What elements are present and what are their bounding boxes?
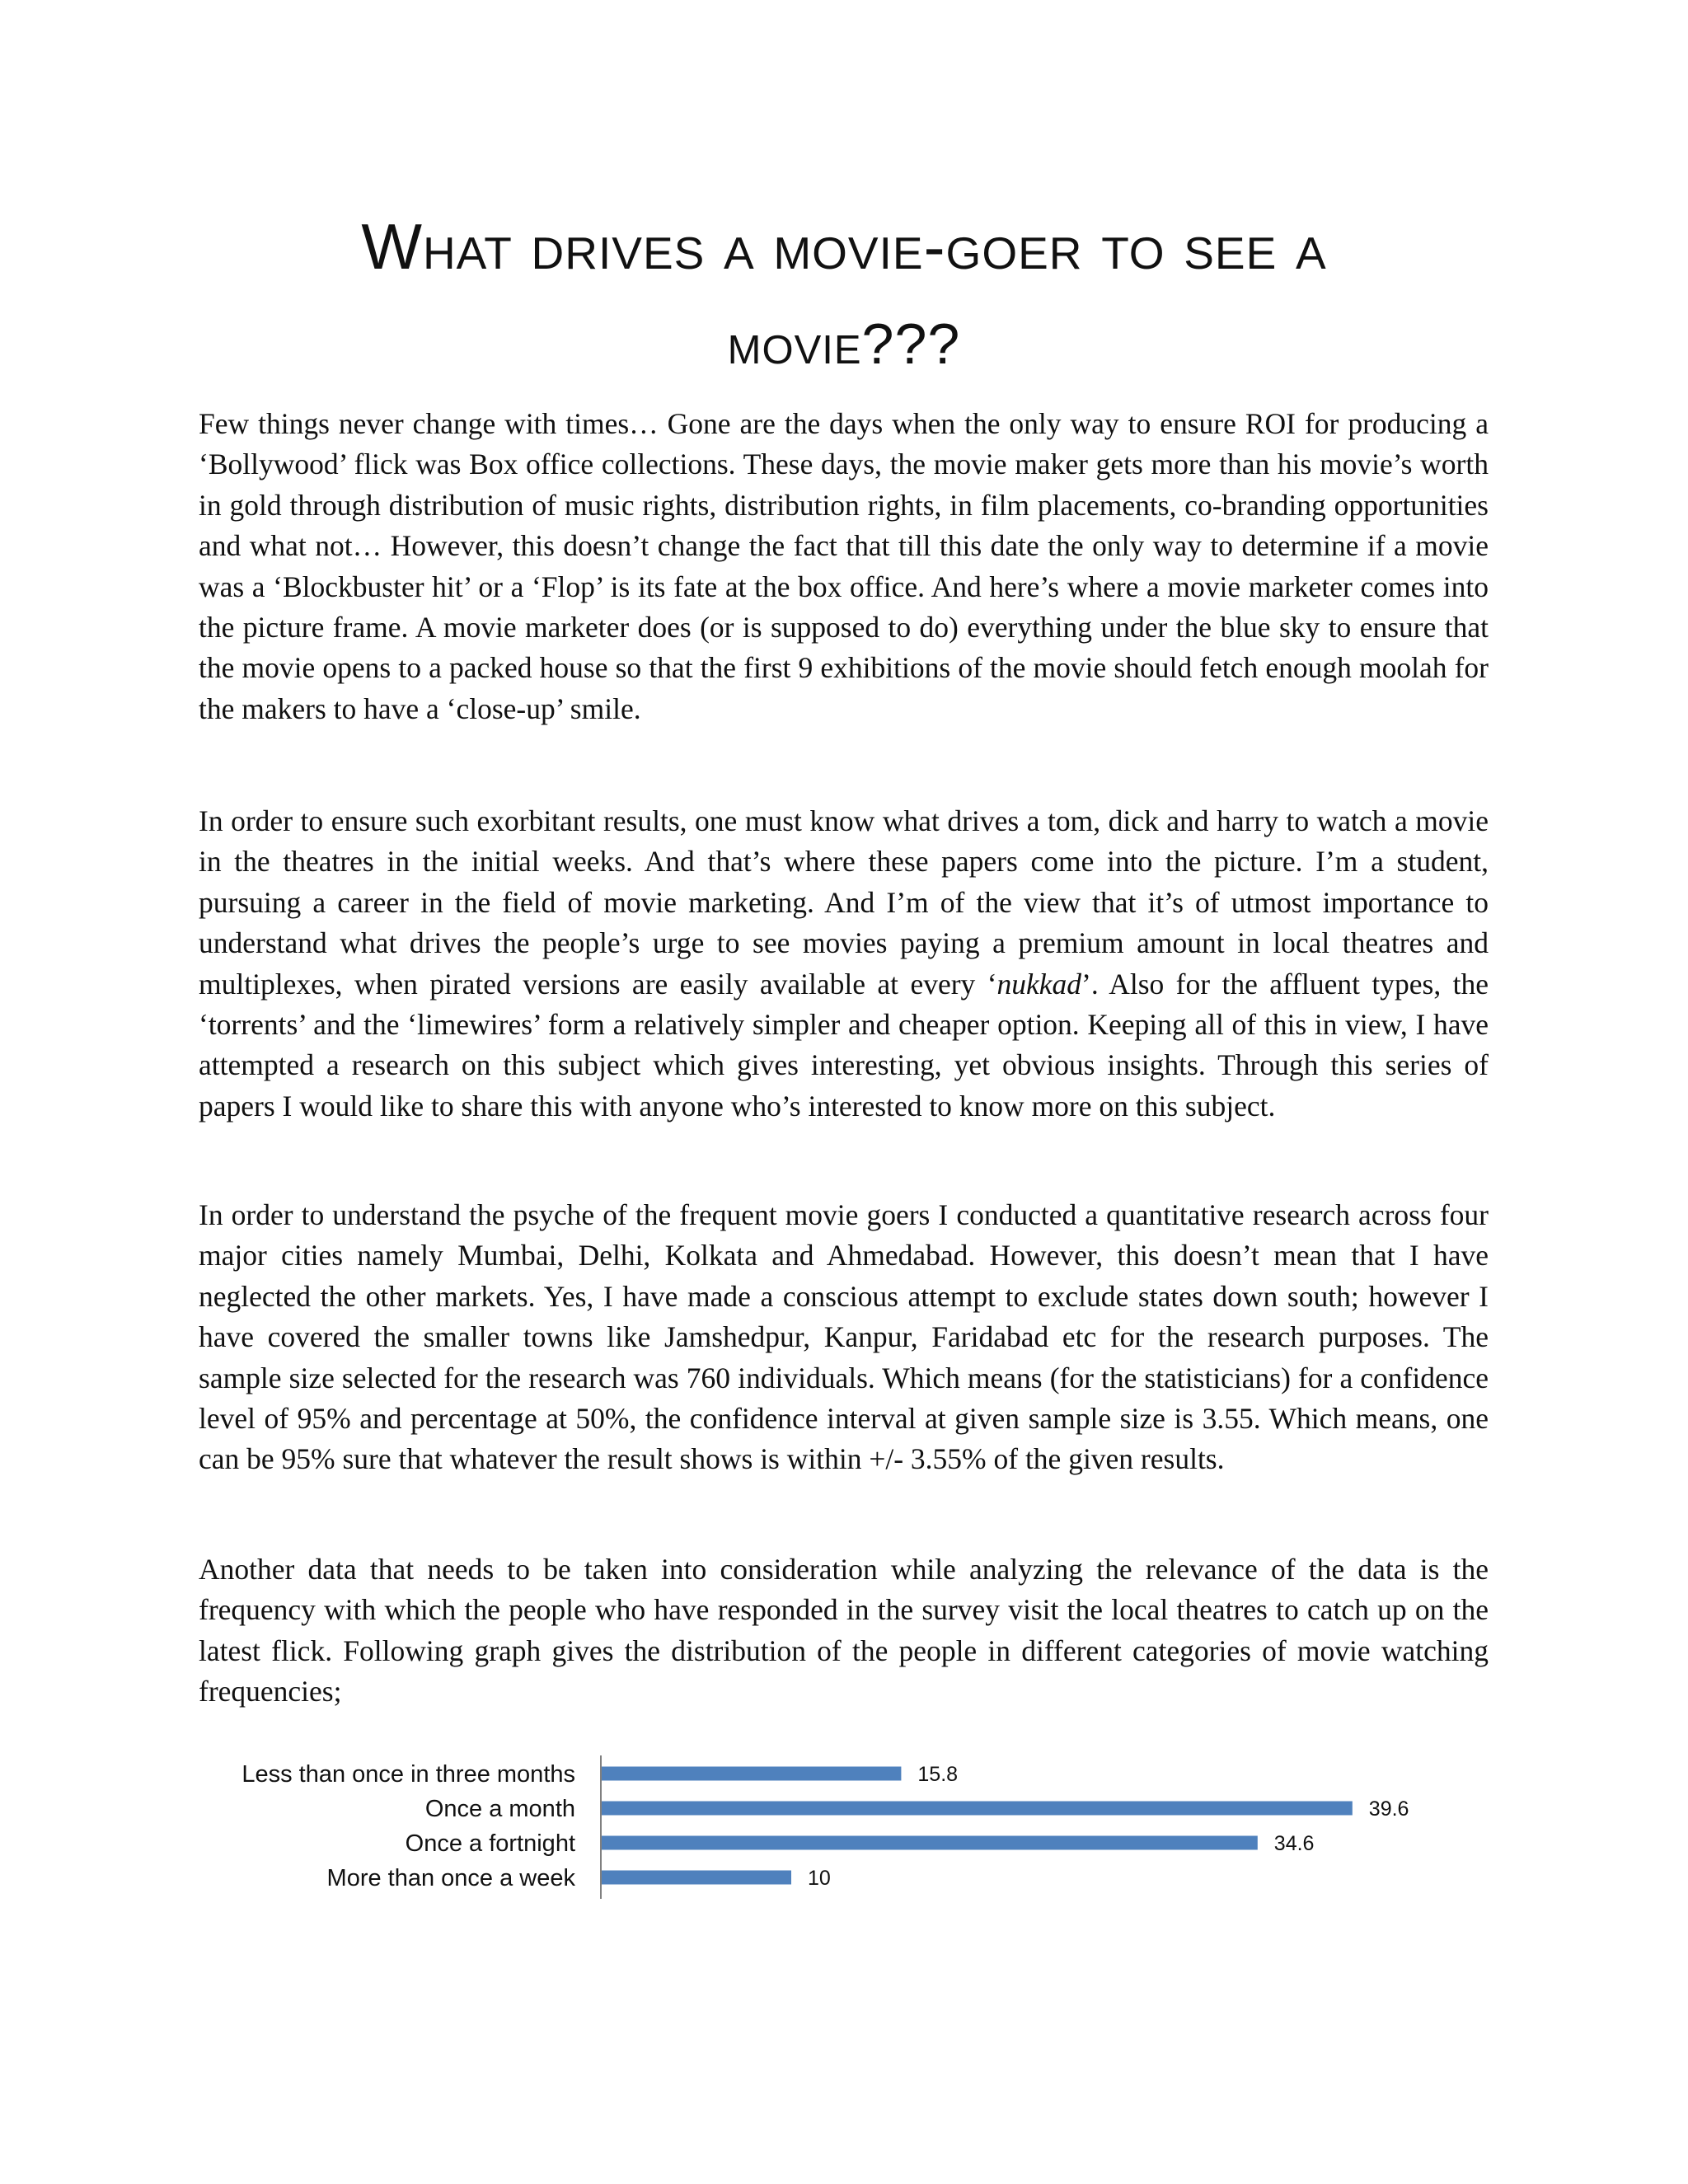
title-line-1: What drives a movie-goer to see a xyxy=(361,210,1327,283)
bar xyxy=(602,1836,1258,1850)
document-title xyxy=(198,198,1490,392)
chart-svg xyxy=(0,1755,1688,1920)
bar xyxy=(602,1767,901,1781)
paragraph-2-text-a: In order to ensure such exorbitant results, one must know what drives a tom, dick and harry to watch a movie in the theatres in the initial weeks. And that’s where these papers come into the picture. I’m a student, pursuing a career in the field of movie marketing. And I’m of the view that it’s of utmost importance to understand what drives the people’s urge to see movies paying a premium amount in local theatres and multiplexes, when pirated versions are easily available at every ‘ xyxy=(199,804,1489,1001)
category-label: Once a fortnight xyxy=(405,1830,575,1857)
category-label: More than once a week xyxy=(326,1865,575,1891)
title-line-2: movie??? xyxy=(727,312,961,376)
bar xyxy=(602,1802,1353,1816)
data-label: 15.8 xyxy=(917,1763,959,1786)
paragraph-3: In order to understand the psyche of the frequent movie goers I conducted a quantitative research across four major cities namely Mumbai, Delhi, Kolkata and Ahmedabad. However, this doesn’t mean that I have neglected the other markets. Yes, I have made a conscious attempt to exclude states down south; however I have covered the smaller towns like Jamshedpur, Kanpur, Faridabad etc for the research purposes. The sample size selected for the research was 760 individuals. Which means (for the statisticians) for a confidence level of 95% and percentage at 50%, the confidence interval at given sample size is 3.55. Which means, one can be 95% sure that whatever the result shows is within +/- 3.55% of the given results. xyxy=(199,1198,1489,1476)
data-label: 34.6 xyxy=(1273,1832,1315,1855)
data-label: 10 xyxy=(808,1867,831,1890)
paragraph-2 xyxy=(199,801,1489,1127)
bar xyxy=(602,1871,791,1885)
paragraph-4: Another data that needs to be taken into consideration while analyzing the relevance of the data is the frequency with which the people who have responded in the survey visit the local theatres to catch up on the latest flick. Following graph gives the distribution of the people in different categories of movie watching frequencies; xyxy=(199,1553,1489,1708)
paragraph-2-italic-term: nukkad xyxy=(996,967,1082,1001)
paragraph-2-text-b: ’. Also for the affluent types, the ‘torrents’ and the ‘limewires’ form a relatively simpler and cheaper option. Keeping all of this in view, I have attempted a research on this subject which gives interesting, yet obvious insights. Through this series of papers I would like to share this with anyone who’s interested to know more on this subject. xyxy=(199,967,1489,1122)
category-label: Less than once in three months xyxy=(241,1761,575,1788)
frequency-bar-chart xyxy=(0,1755,1688,1920)
paragraph-1: Few things never change with times… Gone are the days when the only way to ensure ROI for producing a ‘Bollywood’ flick was Box office collections. These days, the movie maker gets more than his movie’s worth in gold through distribution of music rights, distribution rights, in film placements, co-branding opportunities and what not… However, this doesn’t change the fact that till this date the only way to determine if a movie was a ‘Blockbuster hit’ or a ‘Flop’ is its fate at the box office. And here’s where a movie marketer comes into the picture frame. A movie marketer does (or is supposed to do) everything under the blue sky to ensure that the movie opens to a packed house so that the first 9 exhibitions of the movie should fetch enough moolah for the makers to have a ‘close-up’ smile. xyxy=(199,407,1489,725)
data-label: 39.6 xyxy=(1368,1797,1409,1821)
category-label: Once a month xyxy=(424,1796,575,1822)
